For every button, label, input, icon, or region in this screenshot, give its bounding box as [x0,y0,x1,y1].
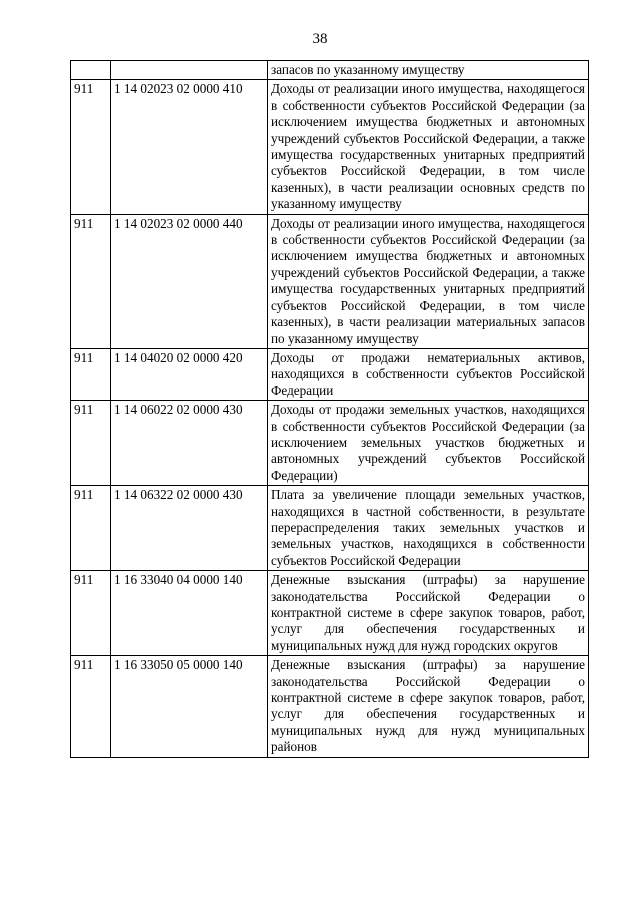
table-row [71,401,589,486]
budget-code-cell: 1 14 02023 02 0000 440 [111,214,268,348]
admin-code-cell: 911 [71,401,111,486]
table-row [71,656,589,757]
description-cell: Доходы от продажи земельных участков, находящихся в собственности субъектов Российской Федерации (за исключением земельных участков бюджетных и автономных учреждений субъектов Российской Федерации) [268,401,589,486]
budget-code-cell [111,61,268,80]
table-row [71,61,589,80]
description-cell: Доходы от реализации иного имущества, находящегося в собственности субъектов Российской Федерации (за исключением имущества бюджетных и автономных учреждений субъектов Российской Федерации, а также имущества государственных унитарных предприятий субъектов Российской Федерации, в том числе казенных), в части реализации материальных запасов по указанному имуществу [268,214,589,348]
table-row [71,214,589,348]
budget-code-cell: 1 14 04020 02 0000 420 [111,348,268,400]
description-cell: Плата за увеличение площади земельных участков, находящихся в частной собственности, в результате перераспределения таких земельных участков и земельных участков, находящихся в собственности субъектов Российской Федерации [268,486,589,571]
admin-code-cell: 911 [71,486,111,571]
description-cell: Доходы от продажи нематериальных активов, находящихся в собственности субъектов Российской Федерации [268,348,589,400]
revenue-codes-table [70,60,589,758]
description-cell: Денежные взыскания (штрафы) за нарушение законодательства Российской Федерации о контрактной системе в сфере закупок товаров, работ, услуг для обеспечения государственных и муниципальных нужд для нужд городских округов [268,571,589,656]
admin-code-cell: 911 [71,214,111,348]
table-row [71,348,589,400]
budget-code-cell: 1 16 33050 05 0000 140 [111,656,268,757]
page-number: 38 [312,31,328,47]
admin-code-cell: 911 [71,571,111,656]
description-cell: Доходы от реализации иного имущества, находящегося в собственности субъектов Российской Федерации (за исключением имущества бюджетных и автономных учреждений субъектов Российской Федерации, а также имущества государственных унитарных предприятий субъектов Российской Федерации, в том числе казенных), в части реализации основных средств по указанному имуществу [268,80,589,214]
table-row [71,80,589,214]
admin-code-cell: 911 [71,656,111,757]
budget-code-cell: 1 14 06022 02 0000 430 [111,401,268,486]
description-cell: Денежные взыскания (штрафы) за нарушение законодательства Российской Федерации о контрактной системе в сфере закупок товаров, работ, услуг для обеспечения государственных и муниципальных нужд для нужд муниципальных районов [268,656,589,757]
table-row [71,486,589,571]
admin-code-cell: 911 [71,80,111,214]
admin-code-cell [71,61,111,80]
budget-code-cell: 1 14 06322 02 0000 430 [111,486,268,571]
admin-code-cell: 911 [71,348,111,400]
description-cell: запасов по указанному имуществу [268,61,589,80]
budget-code-cell: 1 16 33040 04 0000 140 [111,571,268,656]
table-row [71,571,589,656]
budget-code-cell: 1 14 02023 02 0000 410 [111,80,268,214]
